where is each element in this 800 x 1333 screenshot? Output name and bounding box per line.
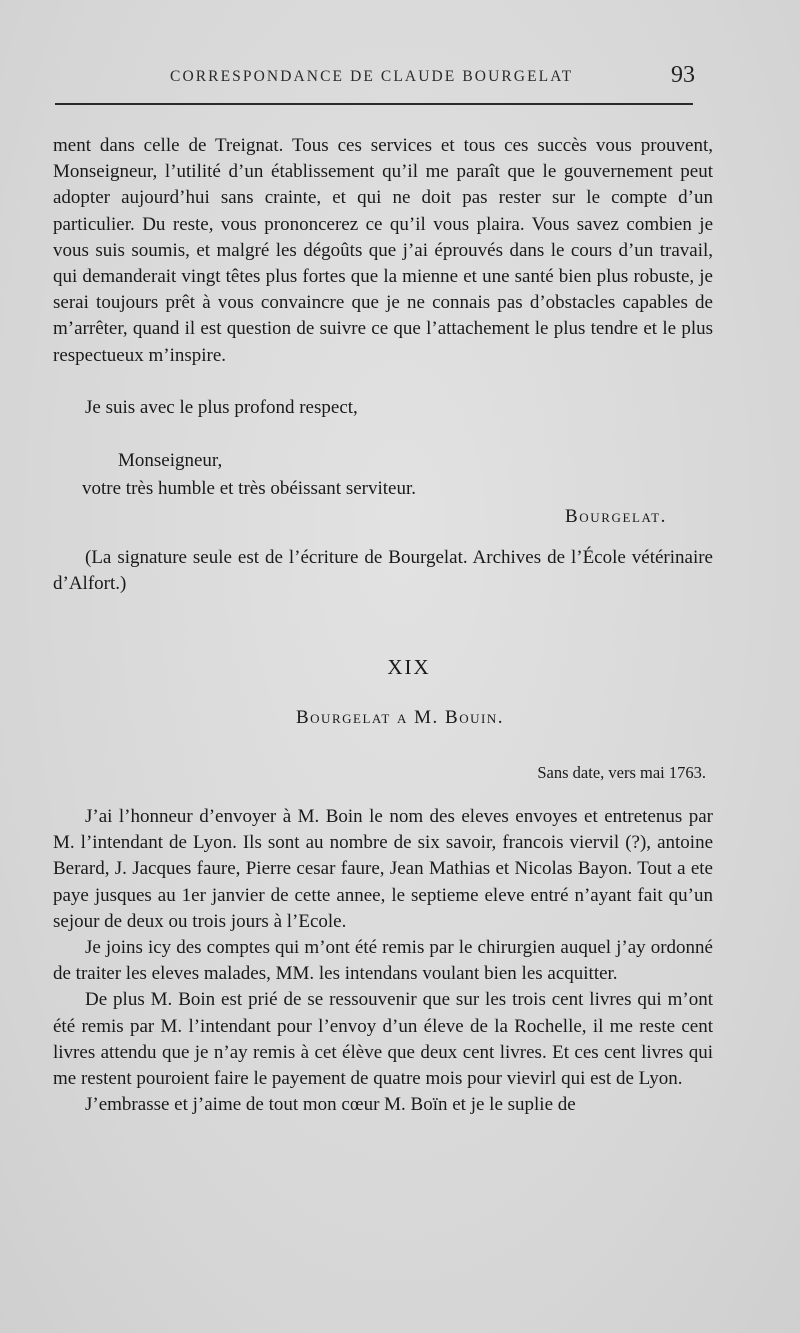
closing-formula [53, 395, 713, 421]
paragraph: De plus M. Boin est prié de se ressouvenir que sur les trois cent livres qui m’ont été remis par M. l’intendant pour l’envoy d’un éleve de la Rochelle, il me reste cent livres attendu que je n’ay remis à cet élève que deux cent livres. Et ces cent livres qui me restent pouroient faire le payement de quatre mois pour vievirl qui est de Lyon. [53, 989, 713, 1090]
page-header [55, 62, 695, 94]
salutation: Monseigneur, [118, 450, 223, 471]
letter-title: Bourgelat a M. Bouin. [296, 707, 504, 728]
paragraph: J’embrasse et j’aime de tout mon cœur M. Boïn et je le suplie de [85, 1094, 576, 1116]
signature: Bourgelat. [564, 506, 667, 527]
header-rule [55, 103, 693, 105]
closing-line: votre très humble et très obéissant serviteur. [82, 478, 416, 499]
paragraph: ment dans celle de Treignat. Tous ces services et tous ces succès vous prouvent, Monseigneur, l’utilité d’un établissement qu’il me paraît que le gouvernement peut adopter aujourd’hui sans crainte, et qui ne doit pas rester sur le compte d’un particulier. Du reste, vous prononcerez ce qu’il vous plaira. Vous savez combien je vous suis soumis, et malgré les dégoûts que j’ai éprouvés dans le cours d’un travail, qui demanderait vingt têtes plus fortes que la mienne et une santé bien plus robuste, je serai toujours prêt à vous convaincre que je ne connais pas d’obstacles capables de m’arrêter, quand il est question de suivre ce que l’attachement le plus tendre et le plus respectueux m’inspire. [53, 135, 713, 366]
paragraph: Je joins icy des comptes qui m’ont été remis par le chirurgien auquel j’ay ordonné de traiter les eleves malades, MM. les intendans voulant bien les acquitter. [53, 937, 713, 985]
letter-number: XIX [387, 655, 431, 679]
paragraph: J’ai l’honneur d’envoyer à M. Boin le nom des eleves envoyes et entretenus par M. l’intendant de Lyon. Ils sont au nombre de six savoir, francois viervil (?), antoine Berard, J. Jacques faure, Pierre cesar faure, Jean Mathias et Nicolas Bayon. Tout a ete paye jusques au 1er janvier de cette annee, le septieme eleve entré n’ayant fait qu’un sejour de deux ou trois jours à l’Ecole. [53, 806, 713, 932]
letter-continuation [53, 133, 713, 369]
paragraph: Je suis avec le plus profond respect, [85, 397, 358, 418]
letter-date: Sans date, vers mai 1763. [537, 763, 706, 782]
letter-body [53, 804, 713, 1118]
running-title: CORRESPONDANCE DE CLAUDE BOURGELAT [170, 68, 574, 85]
source-note [53, 545, 713, 597]
page-number: 93 [671, 62, 695, 88]
paragraph: (La signature seule est de l’écriture de Bourgelat. Archives de l’École vétérinaire d’Alfort.) [53, 547, 713, 595]
